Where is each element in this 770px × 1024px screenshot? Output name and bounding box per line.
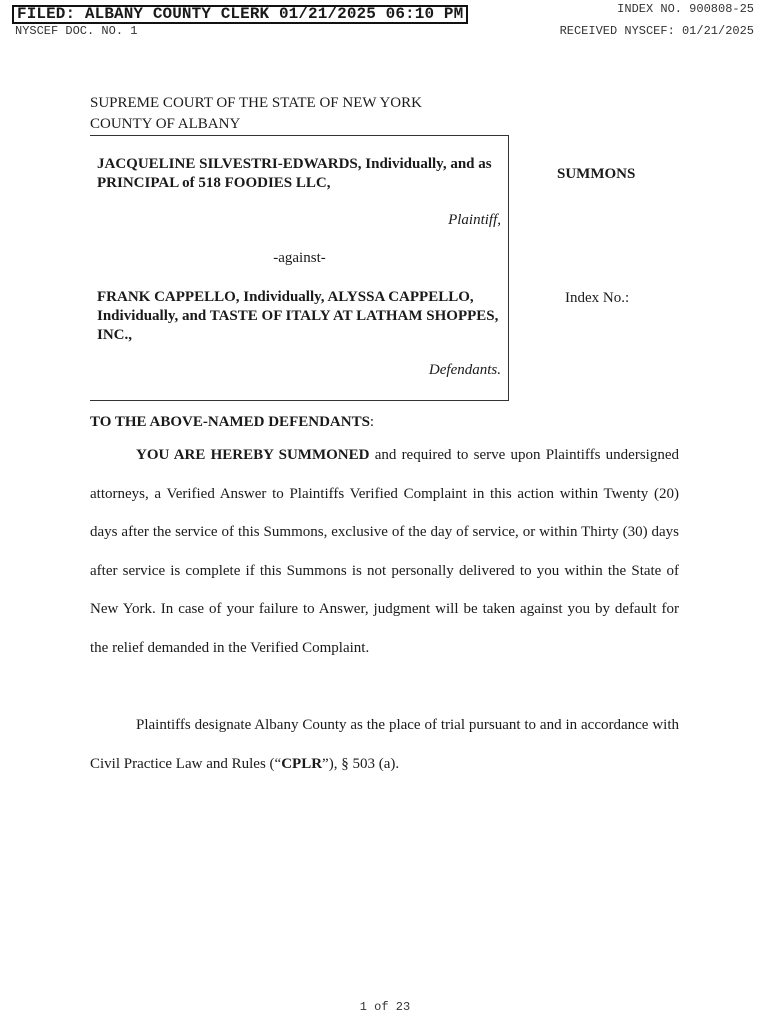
addressee-colon: : bbox=[369, 414, 375, 430]
summoned-phrase: YOU ARE HEREBY SUMMONED bbox=[136, 447, 370, 463]
defendants-names: FRANK CAPPELLO, Individually, ALYSSA CAPPELLO, Individually, and TASTE OF ITALY AT LATHAM SHOPPES, INC., bbox=[97, 289, 499, 343]
cplr-abbreviation: CPLR bbox=[281, 755, 323, 772]
addressee-text: TO THE ABOVE-NAMED DEFENDANTS bbox=[90, 414, 370, 430]
addressee-line bbox=[90, 414, 374, 431]
index-number: INDEX NO. 900808-25 bbox=[617, 2, 754, 16]
venue-paragraph bbox=[90, 706, 679, 783]
document-title: SUMMONS bbox=[557, 166, 636, 182]
summons-paragraph bbox=[90, 436, 679, 668]
page-number: 1 of 23 bbox=[359, 1000, 411, 1014]
received-date: RECEIVED NYSCEF: 01/21/2025 bbox=[559, 24, 754, 38]
court-heading bbox=[90, 93, 422, 135]
against-label: -against- bbox=[273, 250, 326, 266]
venue-paragraph-end: ”), § 503 (a). bbox=[322, 755, 400, 772]
filed-stamp: FILED: ALBANY COUNTY CLERK 01/21/2025 06:10 PM bbox=[12, 5, 468, 24]
nyscef-doc-number: NYSCEF DOC. NO. 1 bbox=[15, 24, 138, 38]
index-number-label: Index No.: bbox=[565, 290, 630, 306]
defendants-role: Defendants. bbox=[428, 362, 501, 378]
plaintiff-role: Plaintiff, bbox=[448, 212, 501, 228]
court-county: COUNTY OF ALBANY bbox=[90, 116, 241, 132]
case-caption bbox=[90, 135, 509, 401]
summons-paragraph-text: and required to serve upon Plaintiffs undersigned attorneys, a Verified Answer to Plaintiffs Verified Complaint in this action within Twenty (20) days after the service of this Summons, exclusive of the day of service, or within Thirty (30) days after service is complete if this Summons is not personally delivered to you within the State of New York. In case of your failure to Answer, judgment will be taken against you by default for the relief demanded in the Verified Complaint. bbox=[90, 447, 679, 656]
venue-paragraph-text: Plaintiffs designate Albany County as the place of trial pursuant to and in accordance with Civil Practice Law and Rules (“ bbox=[90, 717, 679, 772]
court-name: SUPREME COURT OF THE STATE OF NEW YORK bbox=[90, 95, 422, 111]
plaintiff-name: JACQUELINE SILVESTRI-EDWARDS, Individually, and as PRINCIPAL of 518 FOODIES LLC, bbox=[97, 156, 492, 191]
